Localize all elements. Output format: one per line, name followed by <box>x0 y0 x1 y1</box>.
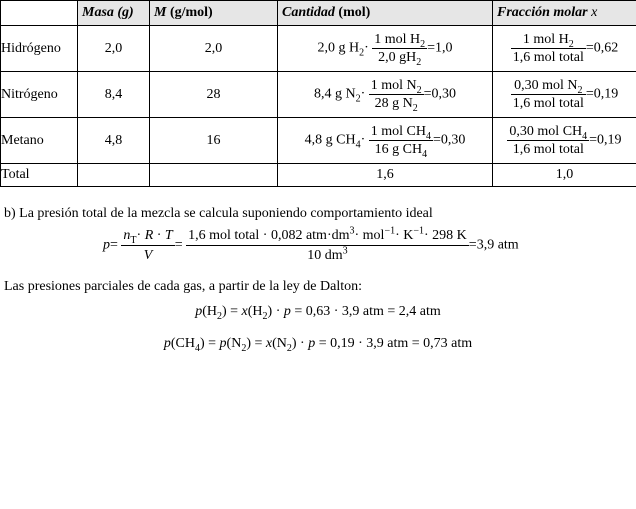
header-mass: Masa (g) <box>78 1 150 26</box>
gas-name: Metano <box>1 118 78 164</box>
amount-calculation: 4,8 g $CH_4\cdot$ $\frac{1 mol CH_4}{16 g CH_4}$ =0,30 <box>278 118 493 164</box>
total-amount: 1,6 <box>278 164 493 187</box>
ideal-gas-fraction: $\frac{n_T\cdot R \cdot T}{V}$ <box>123 228 173 263</box>
conversion-fraction: $\frac{1 mol CH_4}{16 g CH_4}$ <box>370 124 431 160</box>
mass-value: 4,8 <box>78 118 150 164</box>
molar-mass-value: 28 <box>150 72 278 118</box>
mixture-table <box>0 0 636 187</box>
mass-value: 2,0 <box>78 26 150 72</box>
total-label: Total <box>1 164 78 187</box>
total-molar-mass-empty <box>150 164 278 187</box>
total-mass-empty <box>78 164 150 187</box>
header-mole-fraction: Fracción molar x <box>493 1 636 26</box>
table-total-row <box>1 164 636 187</box>
table-row <box>1 72 636 118</box>
molar-mass-value: 2,0 <box>150 26 278 72</box>
mass-value: 8,4 <box>78 72 150 118</box>
fraction-calculation: $\frac{1 mol H_2}{\text{1,6 mol total}}$ =0,62 <box>493 26 636 72</box>
total-pressure-formula: p= $\frac{n_T\cdot R \cdot T}{V}$ = $\frac{1,6 mol total \cdot 0,082 atm\cdot dm^3\cdot mol^{-1}\cdot K^{-1}\cdot 298 K}{10 dm^3}$ =3,9 atm <box>103 225 519 263</box>
dalton-intro: Las presiones parciales de cada gas, a partir de la ley de Dalton: <box>4 279 363 294</box>
header-molar-mass: M (g/mol) <box>150 1 278 26</box>
gas-name: Nitrógeno <box>1 72 78 118</box>
table-row <box>1 26 636 72</box>
fraction-calculation: $\frac{0,30 mol N_2}{\text{1,6 mol total}}$ =0,19 <box>493 72 636 118</box>
total-fraction: 1,0 <box>493 164 636 187</box>
header-amount: Cantidad (mol) <box>278 1 493 26</box>
part-b-intro: b) La presión total de la mezcla se calcula suponiendo comportamiento ideal <box>4 206 433 221</box>
fraction-calculation: $\frac{0,30 mol CH_4}{\text{1,6 mol total}}$ =0,19 <box>493 118 636 164</box>
amount-calculation: 2,0 g $H_2\cdot$ $\frac{1 mol H_2}{2,0 gH_2}$ =1,0 <box>278 26 493 72</box>
partial-pressure-ch4-n2: $p(CH_4) = p(N_2) = x(N_2) \cdot p = 0,19 \cdot 3,9$ atm = 0,73 atm <box>163 336 473 354</box>
molar-mass-value: 16 <box>150 118 278 164</box>
amount-calculation: 8,4 g $N_2\cdot$ $\frac{1 mol N_2}{28 g N_2}$ =0,30 <box>278 72 493 118</box>
conversion-fraction: $\frac{1 mol H_2}{2,0 gH_2}$ <box>374 32 426 68</box>
partial-pressure-h2: $p(H_2) = x(H_2) \cdot p = 0,63 \cdot 3,9$ atm = 2,4 atm <box>195 304 441 322</box>
gas-name: Hidrógeno <box>1 26 78 72</box>
header-blank <box>1 1 78 26</box>
numeric-fraction: $\frac{1,6 mol total \cdot 0,082 atm\cdot dm^3\cdot mol^{-1}\cdot K^{-1}\cdot 298 K}{10 dm^3}$ <box>188 225 467 263</box>
table-header-row <box>1 1 636 26</box>
table-row <box>1 118 636 164</box>
conversion-fraction: $\frac{1 mol N_2}{28 g N_2}$ <box>370 78 422 114</box>
